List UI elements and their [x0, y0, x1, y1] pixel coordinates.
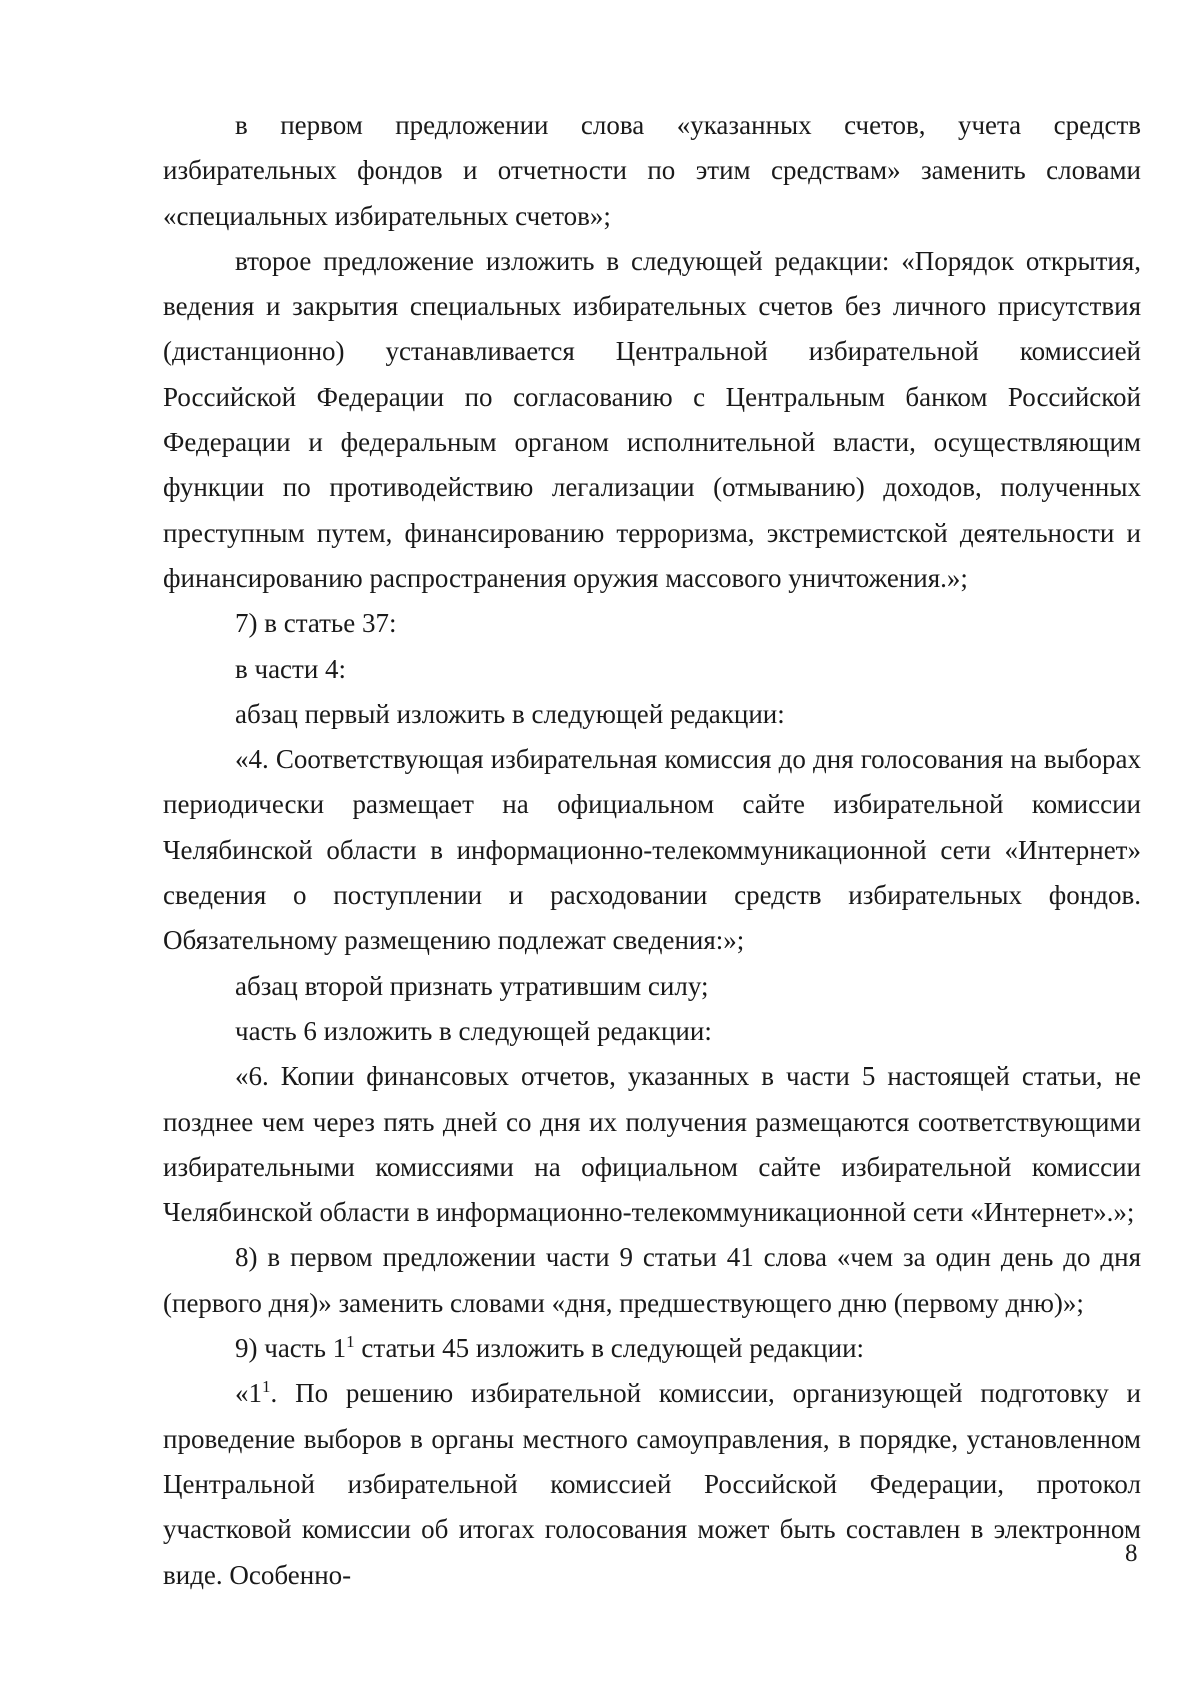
text-fragment: статьи 45 изложить в следующей редакции: — [354, 1333, 865, 1364]
paragraph: второе предложение изложить в следующей редакции: «Порядок открытия, ведения и закрытия специальных избирательных счетов без личного присутствия (дистанционно) устанавливается Центральной избирательной комиссией Российской Федерации по согласованию с Центральным банком Российской Федерации и федеральным органом исполнительной власти, осуществляющим функции по противодействию легализации (отмыванию) доходов, полученных преступным путем, финансированию терроризма, экстремистской деятельности и финансированию распространения оружия массового уничтожения.»; — [163, 245, 1141, 593]
paragraph: «6. Копии финансовых отчетов, указанных в части 5 настоящей статьи, не позднее чем через пять дней со дня их получения размещаются соответствующими избирательными комиссиями на официальном сайте избирательной комиссии Челябинской области в информационно-телекоммуникационной сети «Интернет».»; — [163, 1061, 1141, 1228]
paragraph-article-45 — [163, 1326, 1141, 1371]
page-number: 8 — [1125, 1540, 1138, 1567]
text-fragment: . По решению избирательной комиссии, организующей подготовку и проведение выборов в органы местного самоуправления, в порядке, установленном Центральной избирательной комиссией Российской Федерации, протокол участковой комиссии об итогах голосования может быть составлен в электронном виде. Особенно- — [163, 1378, 1141, 1590]
superscript: 1 — [346, 1332, 355, 1352]
paragraph: 8) в первом предложении части 9 статьи 41 слова «чем за один день до дня (первого дня)» заменить словами «дня, предшествующего дню (первому дню)»; — [163, 1242, 1141, 1318]
paragraph: в первом предложении слова «указанных счетов, учета средств избирательных фондов и отчетности по этим средствам» заменить словами «специальных избирательных счетов»; — [163, 110, 1141, 231]
text-fragment: 9) часть 1 — [235, 1333, 347, 1364]
paragraph: абзац первый изложить в следующей редакции: — [235, 698, 785, 729]
paragraph: абзац второй признать утратившим силу; — [235, 970, 709, 1001]
paragraph-part-1-1 — [163, 1371, 1141, 1597]
text-fragment: «1 — [235, 1378, 262, 1409]
paragraph: в части 4: — [235, 653, 347, 684]
body-text — [163, 103, 1141, 1598]
paragraph: 7) в статье 37: — [235, 608, 397, 639]
paragraph: «4. Соответствующая избирательная комиссия до дня голосования на выборах периодически размещает на официальном сайте избирательной комиссии Челябинской области в информационно-телекоммуникационной сети «Интернет» сведения о поступлении и расходовании средств избирательных фондов. Обязательному размещению подлежат сведения:»; — [163, 744, 1141, 956]
superscript: 1 — [262, 1377, 271, 1397]
paragraph: часть 6 изложить в следующей редакции: — [235, 1015, 712, 1046]
